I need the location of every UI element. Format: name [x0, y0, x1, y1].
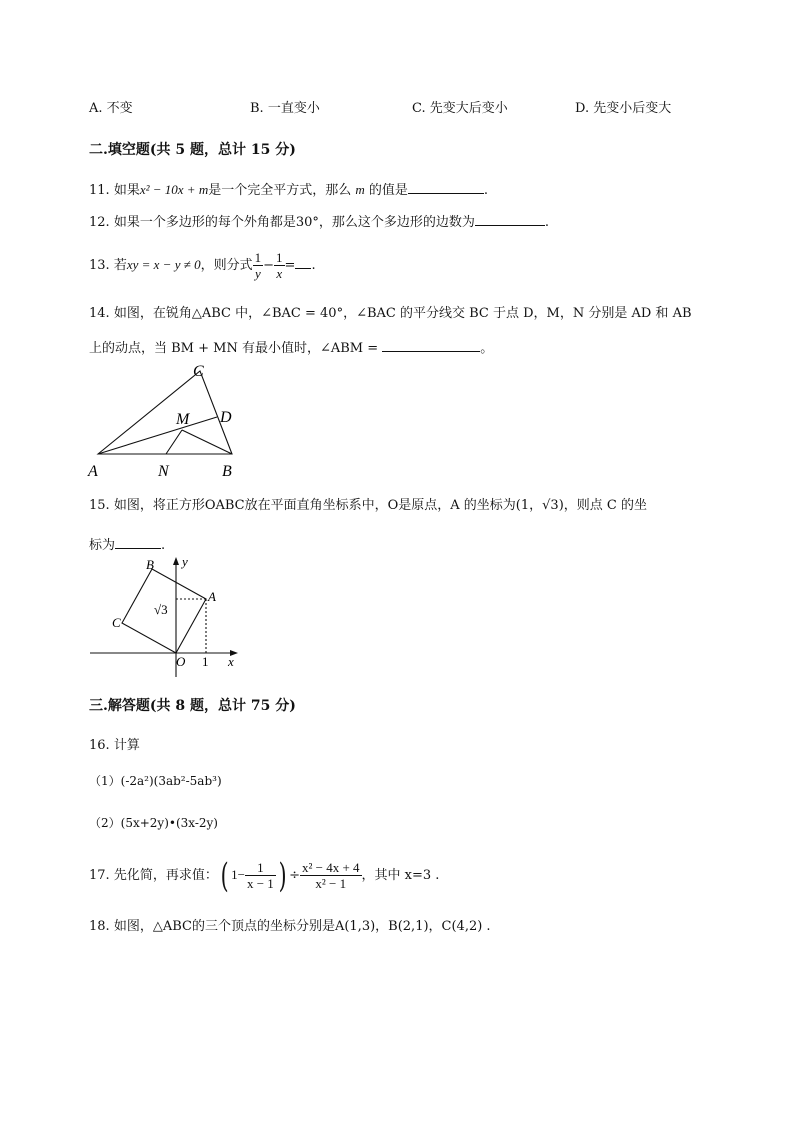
- label-n: N: [158, 463, 169, 480]
- q15-line1-pre: 如图，将正方形OABC放在平面直角坐标系中，O是原点，A 的坐标为(1，: [113, 498, 543, 513]
- question-14-line-2: [89, 339, 493, 355]
- q17-number: 17.: [89, 868, 110, 883]
- y-axis-arrow: [173, 557, 179, 565]
- label-c: C: [193, 363, 204, 380]
- q13-number: 13.: [89, 258, 110, 273]
- q17-one: 1−: [231, 867, 245, 882]
- option-c: C. 先变大后变小: [412, 101, 508, 116]
- option-a: A. 不变: [89, 101, 133, 116]
- q15-end: .: [161, 538, 166, 553]
- q13-fraction-2: $\frac{1}{x}$: [276, 250, 283, 281]
- q16-title: 计算: [113, 738, 140, 753]
- question-14-line-1: [89, 307, 692, 320]
- label-b: B: [222, 463, 232, 480]
- q15-number: 15.: [89, 498, 110, 513]
- label-o: O: [176, 654, 186, 669]
- q13-expression: xy = x − y ≠ 0: [126, 257, 201, 272]
- q11-answer-blank[interactable]: [408, 181, 484, 194]
- section-3-heading: 三.解答题(共 8 题，总计 75 分): [89, 698, 296, 714]
- q13-answer-blank[interactable]: [295, 256, 311, 269]
- q13-end: .: [311, 258, 316, 273]
- section-2-heading: 二.填空题(共 5 题，总计 15 分): [89, 142, 296, 158]
- q17-fraction-2: $\frac{\text{x² − 4x + 4}}{\text{x² − 1}}$: [301, 860, 360, 891]
- question-13: [89, 247, 316, 283]
- label-a: A: [88, 463, 98, 480]
- question-16: [89, 739, 140, 752]
- q11-end: .: [483, 183, 489, 198]
- q11-expression: x² − 10x + m: [139, 182, 209, 197]
- q14-line1: 如图，在锐角△ABC 中，∠BAC = 40°，∠BAC 的平分线交 BC 于点 D，M，N 分别是 AD 和 AB: [113, 306, 692, 321]
- q13-fraction-1: $\frac{1}{y}$: [254, 250, 262, 281]
- triangle-abc: [98, 371, 232, 454]
- segment-mn: [166, 430, 182, 454]
- question-17: [89, 853, 439, 897]
- q15-answer-blank[interactable]: [115, 536, 161, 549]
- q14-triangle-figure: [86, 360, 246, 482]
- label-x: x: [228, 654, 234, 669]
- q11-post: 的值是: [368, 183, 408, 198]
- q12-end: .: [544, 215, 550, 230]
- q12-text: 如果一个多边形的每个外角都是30°，那么这个多边形的边数为: [113, 215, 475, 230]
- label-y: y: [182, 554, 188, 569]
- q13-mid: ，则分式: [200, 258, 253, 273]
- q17-fraction-1: $\frac{1}{x - 1}$: [246, 860, 274, 891]
- label-1: 1: [202, 654, 209, 669]
- q16-part-1: （1）(-2a²)(3ab²-5ab³): [89, 774, 222, 788]
- q11-var: m: [355, 182, 365, 197]
- q14-answer-blank[interactable]: [382, 339, 480, 352]
- q13-equals: =: [284, 258, 296, 273]
- q18-text: 如图，△ABC的三个顶点的坐标分别是A(1,3)，B(2,1)，C(4,2) .: [113, 919, 491, 934]
- q18-number: 18.: [89, 919, 110, 934]
- bisector-ad: [98, 417, 217, 454]
- question-18: [89, 920, 491, 933]
- q13-pre: 若: [113, 258, 127, 273]
- label-b: B: [146, 557, 154, 572]
- q14-line2: 上的动点，当 BM + MN 有最小值时，∠ABM =: [89, 341, 379, 356]
- label-sqrt3: √3: [154, 602, 168, 617]
- q17-left-paren: (: [220, 855, 229, 896]
- q11-mid: 是一个完全平方式，那么: [208, 183, 352, 198]
- question-12: [89, 213, 549, 229]
- question-11: [89, 181, 488, 197]
- q16-part-2: （2）(5x+2y)•(3x-2y): [89, 816, 218, 830]
- q16-number: 16.: [89, 738, 110, 753]
- label-d: D: [220, 409, 232, 426]
- label-c: C: [112, 615, 121, 630]
- q13-minus: −: [263, 258, 275, 273]
- q17-divide: ÷: [289, 868, 300, 883]
- q12-answer-blank[interactable]: [475, 213, 545, 226]
- q15-sqrt3: √3: [542, 498, 559, 513]
- question-15-line-2: [89, 536, 165, 552]
- option-d: D. 先变小后变大: [575, 101, 672, 116]
- label-a: A: [208, 589, 216, 604]
- q14-end: 。: [480, 341, 494, 356]
- label-m: M: [176, 411, 190, 428]
- q15-line1-post: )，则点 C 的坐: [558, 498, 647, 513]
- q17-pre: 先化简，再求值：: [113, 868, 218, 883]
- q17-post: ，其中 x=3 .: [361, 868, 440, 883]
- q14-number: 14.: [89, 306, 110, 321]
- option-b: B. 一直变小: [250, 101, 320, 116]
- q11-number: 11.: [89, 183, 110, 198]
- q17-right-paren: ): [278, 855, 287, 896]
- q15-line2: 标为: [89, 538, 116, 553]
- q11-pre: 如果: [113, 183, 140, 198]
- q15-square-figure: [86, 554, 246, 682]
- question-15-line-1: [89, 499, 647, 512]
- q12-number: 12.: [89, 215, 110, 230]
